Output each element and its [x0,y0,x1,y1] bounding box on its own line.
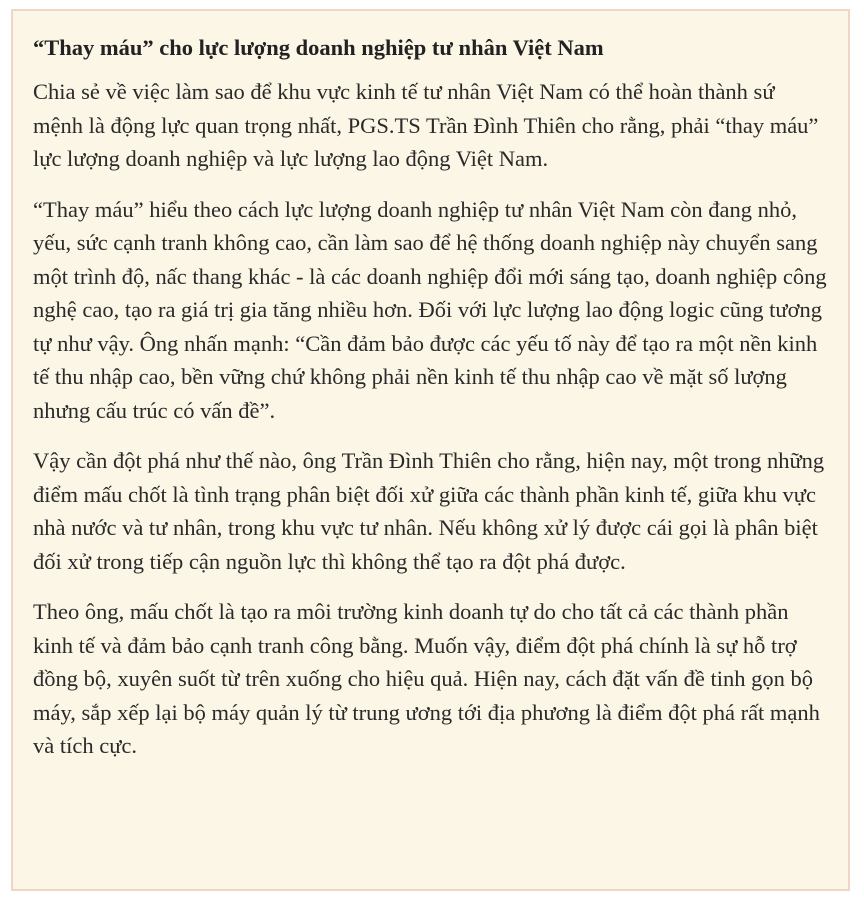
article-paragraph-2: “Thay máu” hiểu theo cách lực lượng doanh nghiệp tư nhân Việt Nam còn đang nhỏ, yếu, sức cạnh tranh không cao, cần làm sao để hệ thống doanh nghiệp này chuyển sang một trình độ, nấc thang khác - là các doanh nghiệp đổi mới sáng tạo, doanh nghiệp công nghệ cao, tạo ra giá trị gia tăng nhiều hơn. Đối với lực lượng lao động logic cũng tương tự như vậy. Ông nhấn mạnh: “Cần đảm bảo được các yếu tố này để tạo ra một nền kinh tế thu nhập cao, bền vững chứ không phải nền kinh tế thu nhập cao về mặt số lượng nhưng cấu trúc có vấn đề”. [33,196,827,423]
article-title: “Thay máu” cho lực lượng doanh nghiệp tư nhân Việt Nam [33,35,604,60]
article-box [11,9,850,891]
article-paragraph-3: Vậy cần đột phá như thế nào, ông Trần Đình Thiên cho rằng, hiện nay, một trong những điểm mấu chốt là tình trạng phân biệt đối xử giữa các thành phần kinh tế, giữa khu vực nhà nước và tư nhân, trong khu vực tư nhân. Nếu không xử lý được cái gọi là phân biệt đối xử trong tiếp cận nguồn lực thì không thể tạo ra đột phá được. [33,448,825,574]
article-paragraph-4: Theo ông, mấu chốt là tạo ra môi trường kinh doanh tự do cho tất cả các thành phần kinh tế và đảm bảo cạnh tranh công bằng. Muốn vậy, điểm đột phá chính là sự hỗ trợ đồng bộ, xuyên suốt từ trên xuống cho hiệu quả. Hiện nay, cách đặt vấn đề tinh gọn bộ máy, sắp xếp lại bộ máy quản lý từ trung ương tới địa phương là điểm đột phá rất mạnh và tích cực. [33,599,820,758]
article-paragraph-1: Chia sẻ về việc làm sao để khu vực kinh tế tư nhân Việt Nam có thể hoàn thành sứ mệnh là động lực quan trọng nhất, PGS.TS Trần Đình Thiên cho rằng, phải “thay máu” lực lượng doanh nghiệp và lực lượng lao động Việt Nam. [33,79,819,171]
